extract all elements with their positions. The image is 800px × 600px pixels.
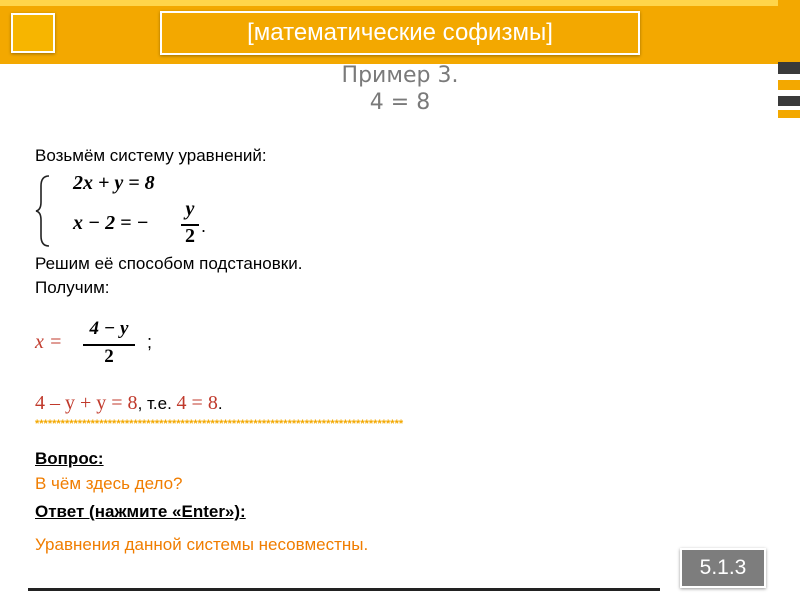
- x-formula-semicolon: ;: [147, 332, 153, 352]
- x-formula-den: 2: [104, 346, 114, 367]
- intro-text: Возьмём систему уравнений:: [35, 146, 267, 165]
- slide-number-badge: [680, 548, 766, 588]
- bottom-divider: [28, 588, 660, 591]
- system-eq2-end: .: [201, 216, 207, 236]
- answer-label[interactable]: Ответ (нажмите «Enter»):: [35, 502, 246, 521]
- result-ie: , т.е.: [137, 394, 177, 413]
- get-text: Получим:: [35, 278, 110, 297]
- x-formula-lhs: x =: [35, 331, 63, 353]
- system-eq2-left: x − 2 = −: [73, 212, 149, 234]
- home-button[interactable]: [11, 13, 55, 53]
- result-expression: 4 – y + y = 8: [35, 392, 138, 414]
- system-eq2-num: y: [185, 198, 195, 220]
- system-eq1: 2x + y = 8: [73, 172, 155, 194]
- header-title: [математические софизмы]: [247, 19, 553, 46]
- header-title-box: [160, 11, 640, 55]
- result-dot: .: [217, 394, 223, 413]
- header-highlight: [0, 0, 800, 6]
- solve-text: Решим её способом подстановки.: [35, 254, 303, 273]
- result-contradiction: 4 = 8: [176, 392, 218, 414]
- example-equation: 4 = 8: [369, 90, 431, 115]
- slide-number: 5.1.3: [699, 556, 747, 579]
- result-line: [35, 392, 223, 415]
- separator-stars: **************************************************************************************: [35, 418, 404, 430]
- x-formula-num: 4 − y: [89, 318, 129, 339]
- question-text: В чём здесь дело?: [35, 474, 183, 493]
- answer-text: Уравнения данной системы несовместны.: [35, 535, 369, 554]
- example-heading: [0, 62, 800, 116]
- question-label: Вопрос:: [35, 449, 104, 468]
- equation-system: [35, 172, 210, 250]
- example-title: Пример 3.: [341, 63, 459, 88]
- system-eq2-den: 2: [185, 225, 195, 247]
